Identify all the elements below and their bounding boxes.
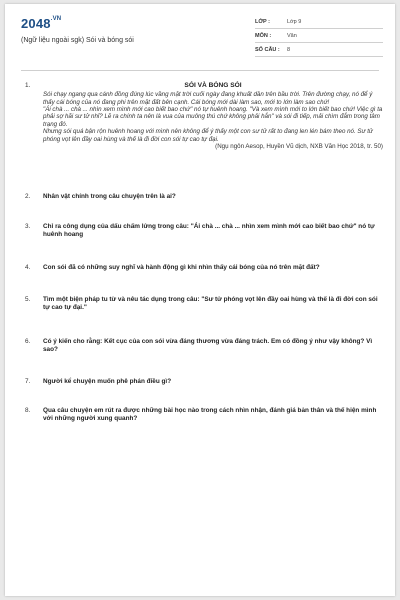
meta-value: Văn — [287, 32, 297, 39]
meta-row-subject — [255, 29, 383, 43]
meta-row-class — [255, 15, 383, 29]
question-text: Qua câu chuyện em rút ra được những bài học nào trong cách nhìn nhận, đánh giá bản thân và thế hiện mình với những người xung quanh? — [43, 407, 377, 423]
meta-row-count — [255, 43, 383, 57]
question-number: 2. — [25, 193, 31, 200]
passage-paragraph: Sói chạy ngang qua cánh đồng đúng lúc vầng mặt trời cuối ngày đang khuất dần trên bầu trời. Trên đường chạy, nó để ý thấy cái bóng của nó đang phi trên mặt đất bên cạnh. Cái bóng mới dài làm sao, mới to lớn làm sao chứ! — [43, 91, 373, 106]
question-text: Nhân vật chính trong câu chuyện trên là ai? — [43, 193, 176, 200]
question-number: 4. — [25, 264, 31, 271]
meta-label: MÔN : — [255, 32, 272, 39]
question-text: Tìm một biện pháp tu từ và nêu tác dụng trong câu: "Sư tử phóng vọt lên đầy oai hùng và thế là đi đời con sói tự cao tự đại." — [43, 296, 378, 312]
meta-table — [255, 15, 383, 57]
meta-label: SỐ CÂU : — [255, 46, 280, 53]
meta-label: LỚP : — [255, 18, 270, 25]
logo-tld: .VN — [50, 16, 62, 22]
meta-value: 8 — [287, 46, 291, 53]
question-text: Con sói đã có những suy nghĩ và hành động gì khi nhìn thấy cái bóng của nó trên mặt đất? — [43, 264, 320, 271]
question-text: Người kể chuyện muốn phê phán điều gì? — [43, 378, 172, 385]
question-number: 3. — [25, 223, 31, 230]
question-number: 7. — [25, 378, 31, 385]
question-number: 8. — [25, 407, 31, 414]
header-divider — [21, 70, 379, 71]
worksheet-page — [5, 4, 395, 596]
passage-title: SÓI VÀ BÓNG SÓI — [184, 82, 242, 89]
logo-text: 2048 — [21, 16, 51, 31]
meta-value: Lớp 9 — [287, 18, 302, 25]
passage-source: (Ngụ ngôn Aesop, Huyền Vũ dịch, NXB Văn Học 2018, tr. 50) — [215, 143, 383, 151]
passage-paragraph: "Ái chà ... chà ... nhìn xem mình mới cao biết bao chứ" nó tự huênh hoang. "Và xem mình mới to lớn biết bao chứ! Việc gì ta phải sợ hãi sư tử nhỉ? Lẽ ra chính ta nên là vua của muông thú chứ không phải hắn" và sói đi tiếp, mải chìm đắm trong tâm trạng đó. — [43, 106, 383, 128]
question-number: 5. — [25, 296, 31, 303]
document-title: (Ngữ liệu ngoài sgk) Sói và bóng sói — [21, 37, 134, 44]
question-number: 6. — [25, 338, 31, 345]
passage — [43, 82, 383, 150]
question-text: Có ý kiến cho rằng: Kết cục của con sói vừa đáng thương vừa đáng trách. Em có đồng ý như vậy không? Vì sao? — [43, 338, 373, 354]
passage-paragraph: Nhưng sói quá bận rộn huênh hoang với mình nên không để ý thấy một con sư tử rất to đang len lén bám theo nó. Sư tử phóng vọt lên đầy oai hùng và thế là đi đời con sói tự cao tự đại. — [43, 128, 373, 143]
site-logo[interactable] — [21, 16, 61, 31]
question-text: Chỉ ra công dụng của dấu chấm lửng trong câu: "Ái chà ... chà ... nhìn xem mình mới cao biết bao chứ" nó tự huênh hoang — [43, 223, 375, 239]
question-number: 1. — [25, 82, 31, 89]
